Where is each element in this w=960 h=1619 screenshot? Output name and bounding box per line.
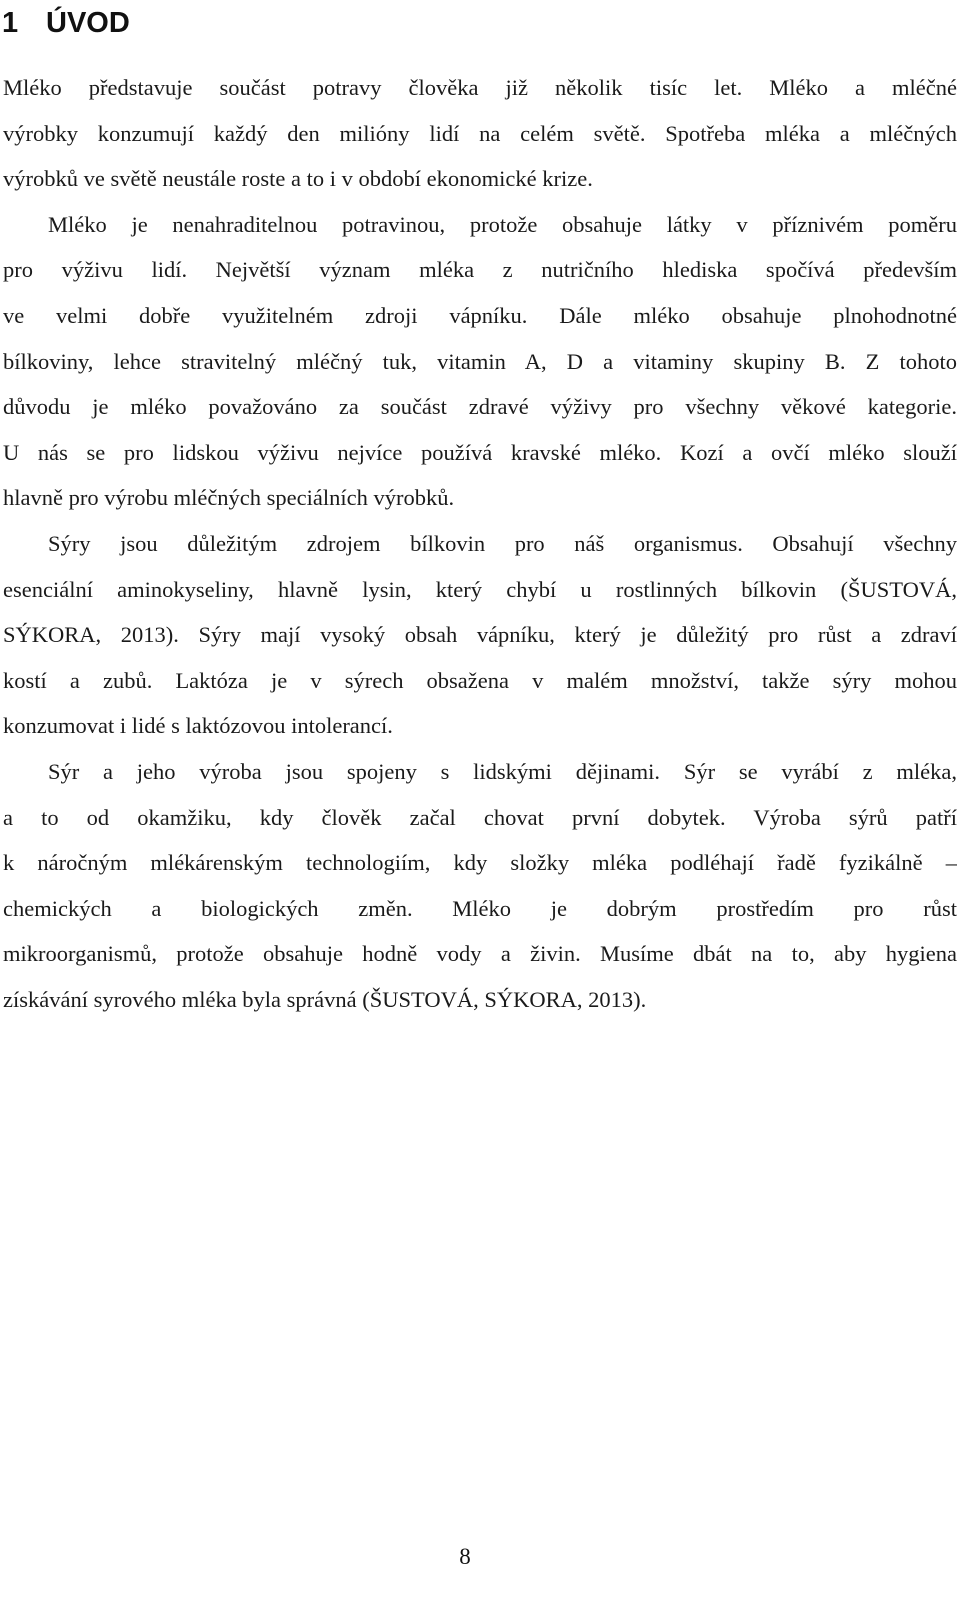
text-line: bílkoviny, lehce stravitelný mléčný tuk, vitamin A, D a vitaminy skupiny B. Z tohoto [3, 348, 957, 374]
text-line: výrobky konzumují každý den milióny lidí na celém světě. Spotřeba mléka a mléčných [3, 120, 957, 146]
paragraph-4 [3, 749, 957, 1023]
text-line: Mléko představuje součást potravy člověka již několik tisíc let. Mléko a mléčné [3, 75, 957, 100]
text-line: Sýr a jeho výroba jsou spojeny s lidskými dějinami. Sýr se vyrábí z mléka, [48, 758, 957, 784]
text-line: esenciální aminokyseliny, hlavně lysin, který chybí u rostlinných bílkovin (ŠUSTOVÁ, [3, 576, 957, 602]
text-line: k náročným mlékárenským technologiím, kdy složky mléka podléhají řadě fyzikálně – [3, 850, 957, 876]
text-line: pro výživu lidí. Největší význam mléka z nutričního hlediska spočívá především [3, 257, 957, 283]
text-line: výrobků ve světě neustále roste a to i v období ekonomické krize. [3, 166, 593, 192]
text-line: a to od okamžiku, kdy člověk začal chovat první dobytek. Výroba sýrů patří [3, 804, 957, 830]
text-line: hlavně pro výrobu mléčných speciálních výrobků. [3, 485, 455, 511]
text-line: konzumovat i lidé s laktózovou intolerancí. [3, 713, 393, 739]
chapter-number: 1 [2, 7, 19, 39]
paragraph-3 [3, 521, 957, 749]
text-line: Mléko je nenahraditelnou potravinou, protože obsahuje látky v příznivém poměru [48, 211, 957, 237]
paragraph-2 [3, 202, 957, 521]
page-number: 8 [459, 1544, 471, 1569]
text-line: důvodu je mléko považováno za součást zdravé výživy pro všechny věkové kategorie. [3, 394, 957, 420]
text-line: ve velmi dobře využitelném zdroji vápníku. Dále mléko obsahuje plnohodnotné [3, 302, 957, 328]
text-line: U nás se pro lidskou výživu nejvíce používá kravské mléko. Kozí a ovčí mléko slouží [3, 439, 957, 465]
text-line: mikroorganismů, protože obsahuje hodně vody a živin. Musíme dbát na to, aby hygiena [3, 941, 957, 967]
chapter-heading [2, 6, 130, 40]
text-line: kostí a zubů. Laktóza je v sýrech obsažena v malém množství, takže sýry mohou [3, 667, 957, 693]
body-text [3, 65, 957, 1022]
paragraph-1 [3, 65, 957, 202]
text-line: získávání syrového mléka byla správná (ŠUSTOVÁ, SÝKORA, 2013). [3, 986, 647, 1012]
text-line: Sýry jsou důležitým zdrojem bílkovin pro náš organismus. Obsahují všechny [48, 530, 957, 556]
text-line: chemických a biologických změn. Mléko je dobrým prostředím pro růst [3, 895, 957, 921]
chapter-title: ÚVOD [46, 7, 130, 39]
text-line: SÝKORA, 2013). Sýry mají vysoký obsah vápníku, který je důležitý pro růst a zdraví [3, 622, 957, 648]
